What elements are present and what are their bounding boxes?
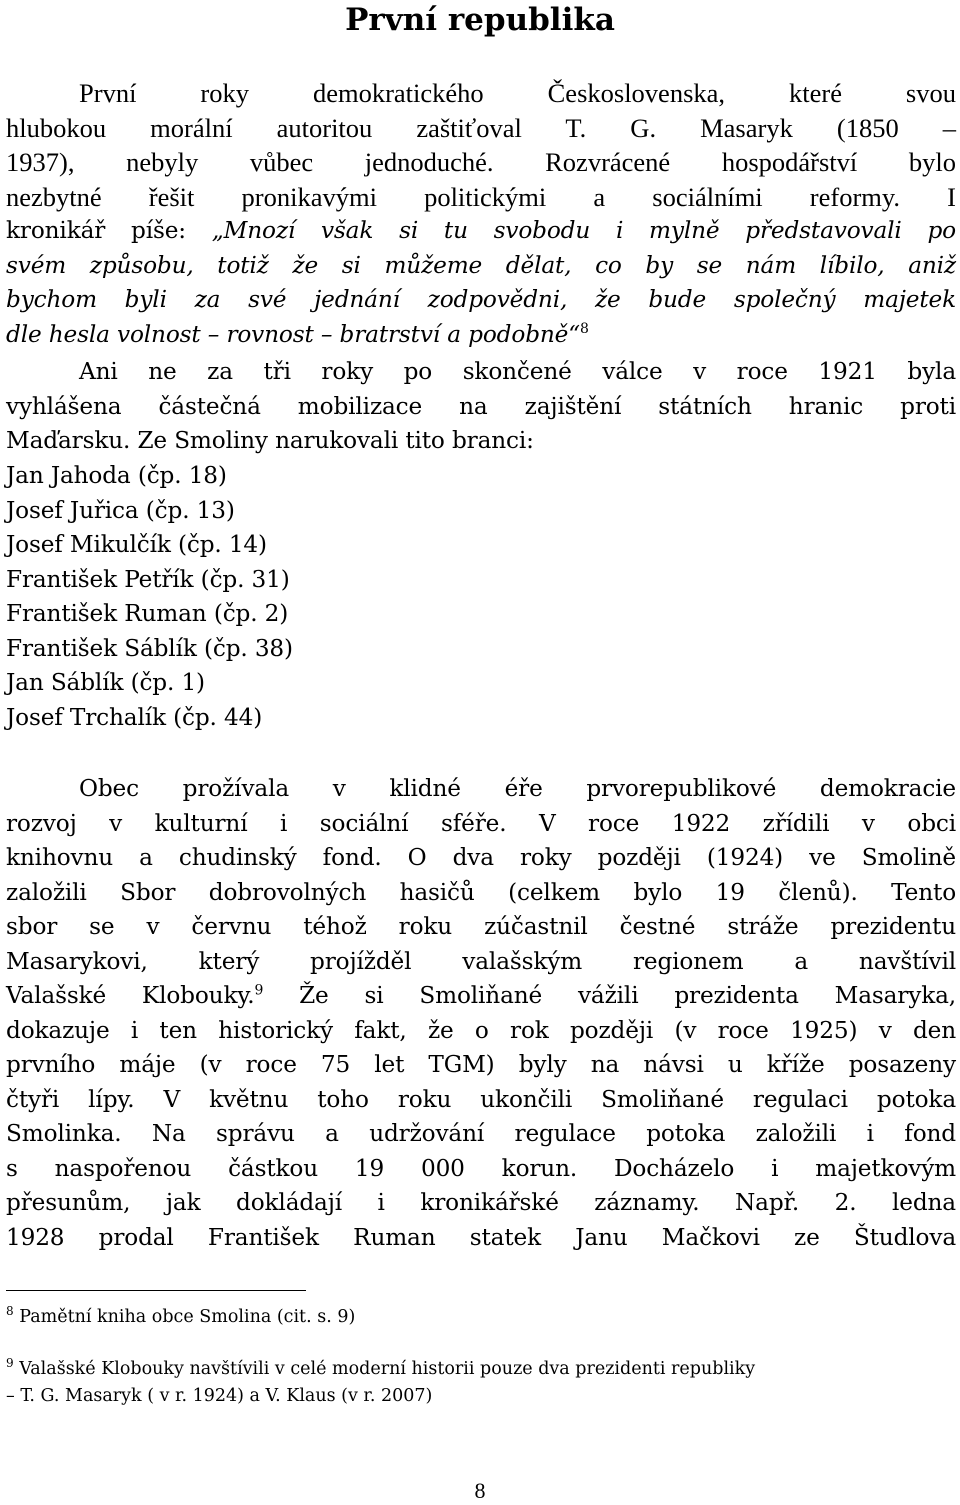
paragraph-intro (6, 76, 956, 352)
page-title: První republika (345, 2, 615, 38)
list-item: Josef Trchalík (čp. 44) (6, 703, 263, 731)
list-item: Jan Jahoda (čp. 18) (6, 462, 227, 489)
text-line: dokazuje i ten historický fakt, že o rok později (v roce 1925) v den (6, 1016, 956, 1044)
quote-run: „Mnozí však si tu svobodu i mylně představovali po (211, 217, 956, 244)
text-line: První roky demokratického Československa, které svou (79, 78, 956, 108)
text-line: nezbytné řešit pronikavými politickými a sociálními reformy. I (6, 181, 956, 212)
text-line: 1928 prodal František Ruman statek Janu Mačkovi ze Študlova (6, 1223, 956, 1251)
footnote-9 (6, 1356, 960, 1410)
text-line: Smolinka. Na správu a udržování regulace potoka založili i fond (6, 1120, 956, 1147)
quote-line: svém způsobu, totiž že si můžeme dělat, co by se nám líbilo, aniž (6, 251, 956, 279)
text-line: rozvoj v kulturní i sociální sféře. V roce 1922 zřídili v obci (6, 809, 956, 837)
text-line: hlubokou morální autoritou zaštiťoval T. G. Masaryk (1850 – (6, 112, 956, 143)
text-line: založili Sbor dobrovolných hasičů (celkem bylo 19 členů). Tento (6, 878, 956, 906)
footnote-number: 9 (6, 1356, 14, 1371)
footnote-8 (6, 1304, 960, 1331)
text-line: vyhlášena částečná mobilizace na zajištění státních hranic proti (6, 392, 956, 420)
footnote-ref-8[interactable]: 8 (579, 320, 589, 337)
text-line: Ani ne za tři roky po skončené válce v roce 1921 byla (79, 358, 956, 385)
text-line: přesunům, jak dokládají i kronikářské záznamy. Např. 2. ledna (6, 1189, 956, 1216)
text-run: Že si Smoliňané vážili prezidenta Masaryka, (263, 982, 956, 1009)
text-line (6, 979, 956, 1014)
list-item: František Sáblík (čp. 38) (6, 634, 293, 662)
paragraph-first-republic (6, 772, 956, 1255)
quote-line-first (6, 214, 956, 249)
text-line: Maďarsku. Ze Smoliny narukovali tito branci: (6, 427, 534, 454)
text-line: Masarykovi, který projížděl valašským regionem a navštívil (6, 947, 956, 975)
footnote-text: Valašské Klobouky navštívili v celé moderní historii pouze dva prezidenti republiky (19, 1359, 756, 1379)
paragraph-mobilization (6, 355, 956, 459)
text-line: s naspořenou částkou 19 000 korun. Docházelo i majetkovým (6, 1154, 956, 1182)
quote-line-last (6, 318, 956, 353)
text-line: čtyři lípy. V květnu toho roku ukončili Smoliňané regulaci potoka (6, 1085, 956, 1113)
list-item: Josef Mikulčík (čp. 14) (6, 531, 267, 558)
quote-run: dle hesla volnost – rovnost – bratrství a podobně“ (6, 320, 580, 348)
footnote-text: Pamětní kniha obce Smolina (cit. s. 9) (19, 1307, 356, 1327)
text-line: knihovnu a chudinský fond. O dva roky později (1924) ve Smolině (6, 844, 956, 871)
list-item: Jan Sáblík (čp. 1) (6, 669, 205, 696)
text-line: sbor se v červnu téhož roku zúčastnil čestné stráže prezidentu (6, 913, 956, 940)
list-item: František Petřík (čp. 31) (6, 565, 290, 593)
text-line: 1937), nebyly vůbec jednoduché. Rozvrácené hospodářství bylo (6, 147, 956, 177)
document-page (6, 0, 956, 1505)
text-line: prvního máje (v roce 75 let TGM) byly na návsi u kříže posazeny (6, 1051, 956, 1078)
text-run: Valašské Klobouky. (6, 982, 255, 1009)
footnote-ref-9[interactable]: 9 (254, 982, 264, 999)
footnote-separator (6, 1290, 306, 1291)
page-number: 8 (474, 1478, 486, 1503)
footnote-text-continued: – T. G. Masaryk ( v r. 1924) a V. Klaus (v r. 2007) (6, 1386, 433, 1406)
quote-line: bychom byli za své jednání zodpovědni, že bude společný majetek (6, 286, 956, 313)
text-run: kronikář píše: (6, 217, 212, 244)
footnote-number: 8 (6, 1304, 14, 1319)
list-item: Josef Juřica (čp. 13) (6, 496, 235, 524)
list-item: František Ruman (čp. 2) (6, 600, 289, 627)
text-line: Obec prožívala v klidné éře prvorepublikové demokracie (79, 775, 956, 802)
recruits-list (6, 459, 956, 735)
